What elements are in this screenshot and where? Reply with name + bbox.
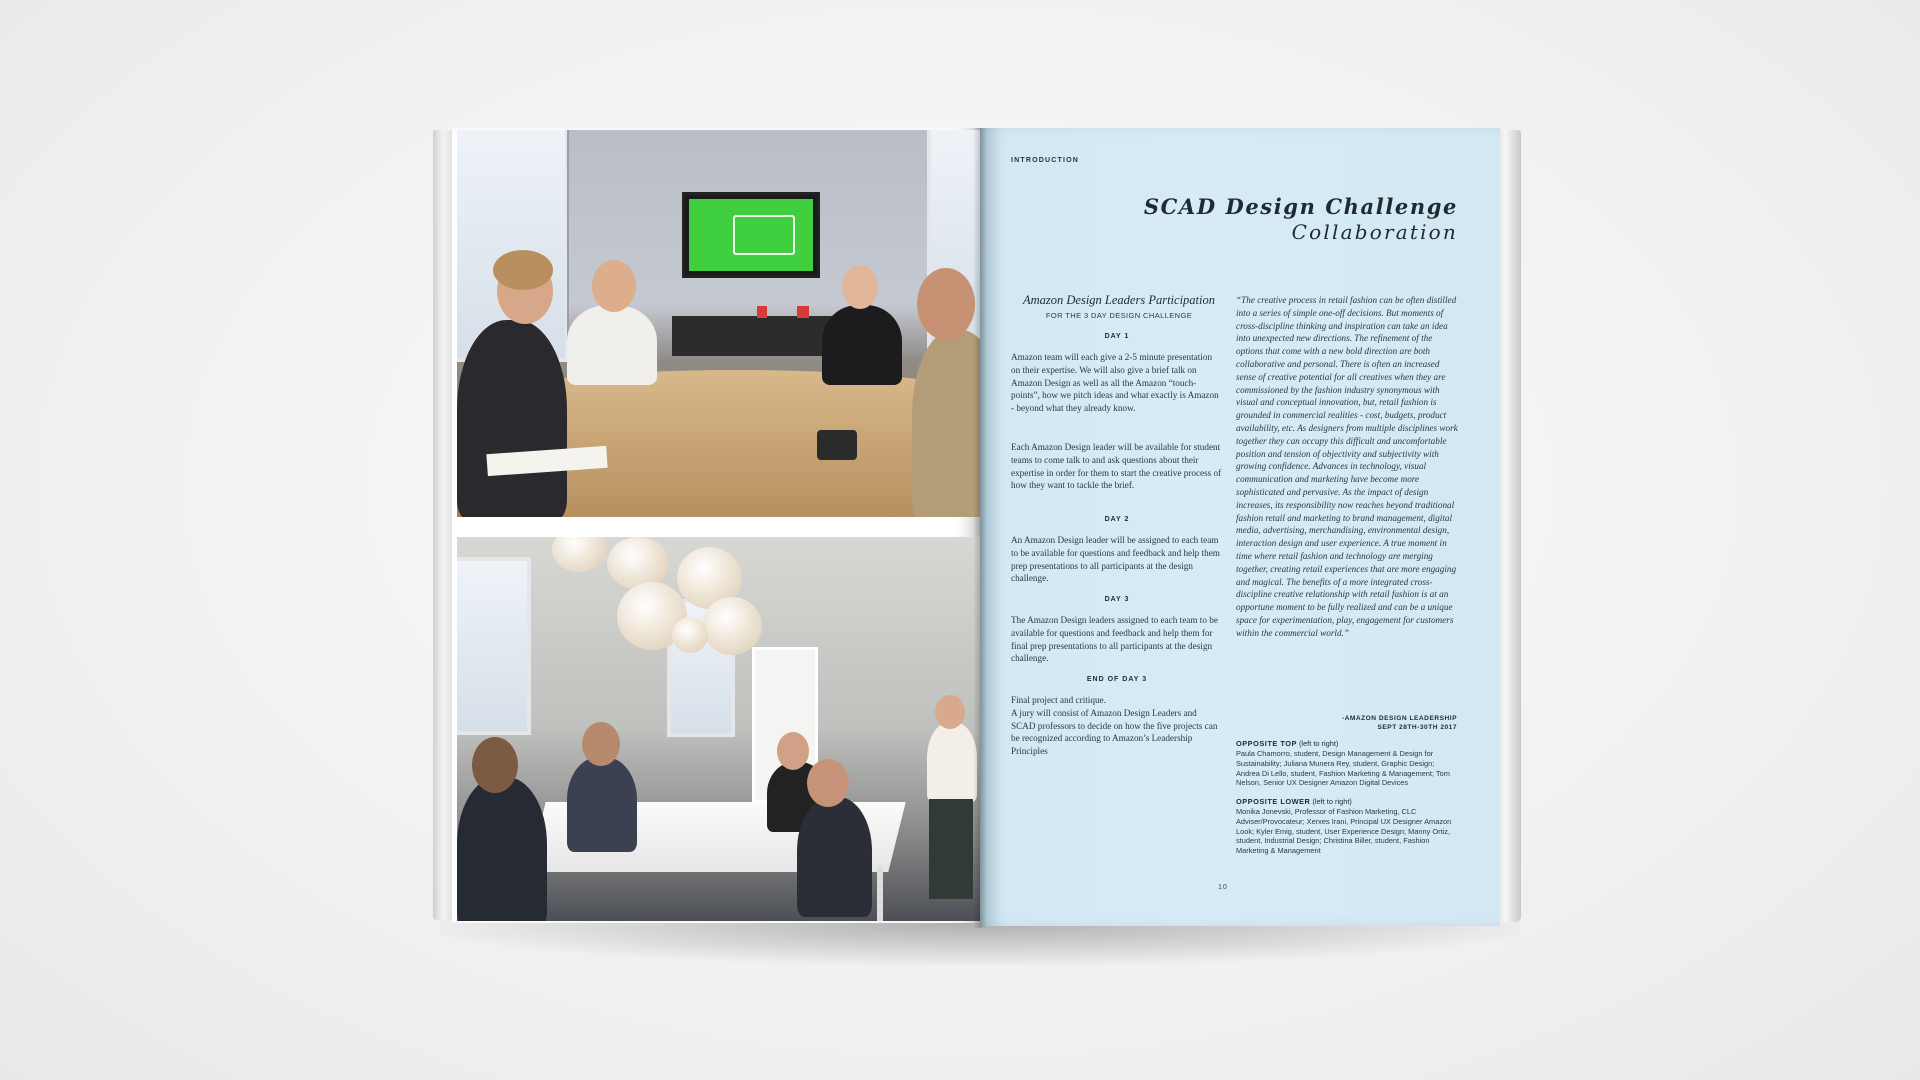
person-white-shirt [567, 305, 657, 385]
caption-top-header [1236, 739, 1338, 748]
person-left-woman [457, 320, 567, 517]
window-left [457, 557, 531, 735]
person-head [842, 265, 878, 309]
camera [817, 430, 857, 460]
day2-heading: DAY 2 [1104, 516, 1130, 523]
tv-screen [689, 199, 813, 271]
signature-line-1: -AMAZON DESIGN LEADERSHIP [1341, 715, 1457, 722]
pendant-lamp [672, 617, 708, 653]
day3-paragraph: The Amazon Design leaders assigned to each team to be available for questions and feedback and help them for final prep presentations to all participants at the design challenge. [1011, 615, 1218, 664]
person-center-man [567, 757, 637, 852]
person-head [917, 268, 975, 340]
day2-paragraph: An Amazon Design leader will be assigned to each team to be available for questions and feedback and help them prep presentations to all participants at the design challenge. [1011, 535, 1220, 584]
person-hair [493, 250, 553, 290]
person-head [472, 737, 518, 793]
section-label: INTRODUCTION [1011, 157, 1080, 164]
end-day3-heading: END OF DAY 3 [1086, 676, 1148, 683]
person-front-man [797, 797, 872, 917]
person-left-woman [457, 777, 547, 921]
wall-tv [682, 192, 820, 278]
page-number: 10 [1218, 884, 1228, 891]
pendant-lamp [607, 537, 669, 589]
quote-signature [1237, 714, 1457, 732]
person-head [935, 695, 965, 729]
person-head [807, 759, 849, 807]
participation-heading: Amazon Design Leaders Participation [1022, 293, 1215, 307]
photo-lower-meeting [457, 537, 982, 921]
person-floral-pants [929, 799, 973, 899]
person-right-man [912, 330, 982, 517]
table-leg [877, 867, 883, 921]
person-black-top [822, 305, 902, 385]
person-head [592, 260, 636, 312]
page-stack-left [433, 130, 453, 920]
person-head [582, 722, 620, 766]
leadership-quote: “The creative process in retail fashion can be often distilled into a series of simple one-off decisions. But moments of cross-discipline thinking and inspiration can take an idea into unexpected new directions. The refinement of the options that come with a new bold direction are both collaborative and personal. There is often an increased sense of creative potential for all creatives when they are commissioned by the fashion industry synonymous with visual and conceptual innovation, but, retail fashion is grounded in commercial realities - cost, budgets, product availability, etc. As designers from multiple disciplines work together they can occupy this difficult and uncomfortable position and tension of objectivity and subjectivity with growing confidence. Advances in technology, visual communication and marketing have become more sophisticated and pervasive. As the impact of design increases, its responsibility now reaches beyond traditional fashion retail and marketing to brand management, digital media, advertising, merchandising, environmental design, interaction design and user experience. A true moment in time where retail fashion and technology are merging together, creating retail experiences that are more engaging and magical. The benefits of a more integrated cross-discipline creative relationship with retail fashion is at an opportune moment to be fully realized and can be a unique space for experimentation, play, engagement for customers within the commercial world.” [1236, 295, 1458, 638]
book-red-1 [757, 306, 767, 318]
tv-graphic [733, 215, 795, 255]
day1-paragraph-2: Each Amazon Design leader will be available for student teams to come talk to and ask questions about their expertise in order for them to start the creative process of how they want to tackle the brief. [1011, 442, 1222, 491]
person-head [777, 732, 809, 770]
pendant-lamp [552, 537, 607, 572]
day3-heading: DAY 3 [1104, 596, 1130, 603]
participation-subheading: FOR THE 3 DAY DESIGN CHALLENGE [1045, 311, 1193, 320]
caption-top-hint: (left to right) [1298, 739, 1339, 748]
day1-paragraph-1: Amazon team will each give a 2-5 minute presentation on their expertise. We will also give a brief talk on Amazon Design as well as all the Amazon “touch-points”, how we pitch ideas and what exactly is Amazon - beyond what they already know. [1011, 352, 1219, 414]
caption-lower-hint: (left to right) [1312, 797, 1352, 806]
signature-line-2: SEPT 28TH-30TH 2017 [1377, 724, 1457, 731]
book-gutter [973, 128, 987, 928]
photo-top-meeting [457, 130, 982, 517]
caption-lower-label: OPPOSITE LOWER [1236, 797, 1311, 806]
book-red-2 [797, 306, 809, 318]
pendant-lamp [702, 597, 762, 655]
caption-top-text: Paula Chamorro, student, Design Management & Design for Sustainability; Juliana Munera Rey, student, Graphic Design; Andrea Di Lello, student, Fashion Marketing & Management; Tom Nelson, Senior UX Designer Amazon Digital Devices [1236, 749, 1450, 788]
caption-lower-text: Monika Jonevski, Professor of Fashion Marketing, CLC Adviser/Provocateur; Xerxes Irani, Principal UX Designer Amazon Look; Kyler Emig, student, User Experience Design; Manny Ortiz, student, Industrial Design; Christina Biller, student, Fashion Marketing & Management [1236, 807, 1452, 856]
page-title-line2: Collaboration [1291, 220, 1458, 244]
caption-lower-header [1236, 797, 1352, 806]
day1-heading: DAY 1 [1104, 333, 1130, 340]
end-day3-paragraph: Final project and critique. A jury will consist of Amazon Design Leaders and SCAD professors to decide on how the five projects can be recognized according to Amazon’s Leadership Principles [1011, 695, 1218, 757]
person-standing-woman [927, 722, 977, 802]
page-title-line1: SCAD Design Challenge [1143, 194, 1458, 219]
caption-top-label: OPPOSITE TOP [1236, 739, 1297, 748]
